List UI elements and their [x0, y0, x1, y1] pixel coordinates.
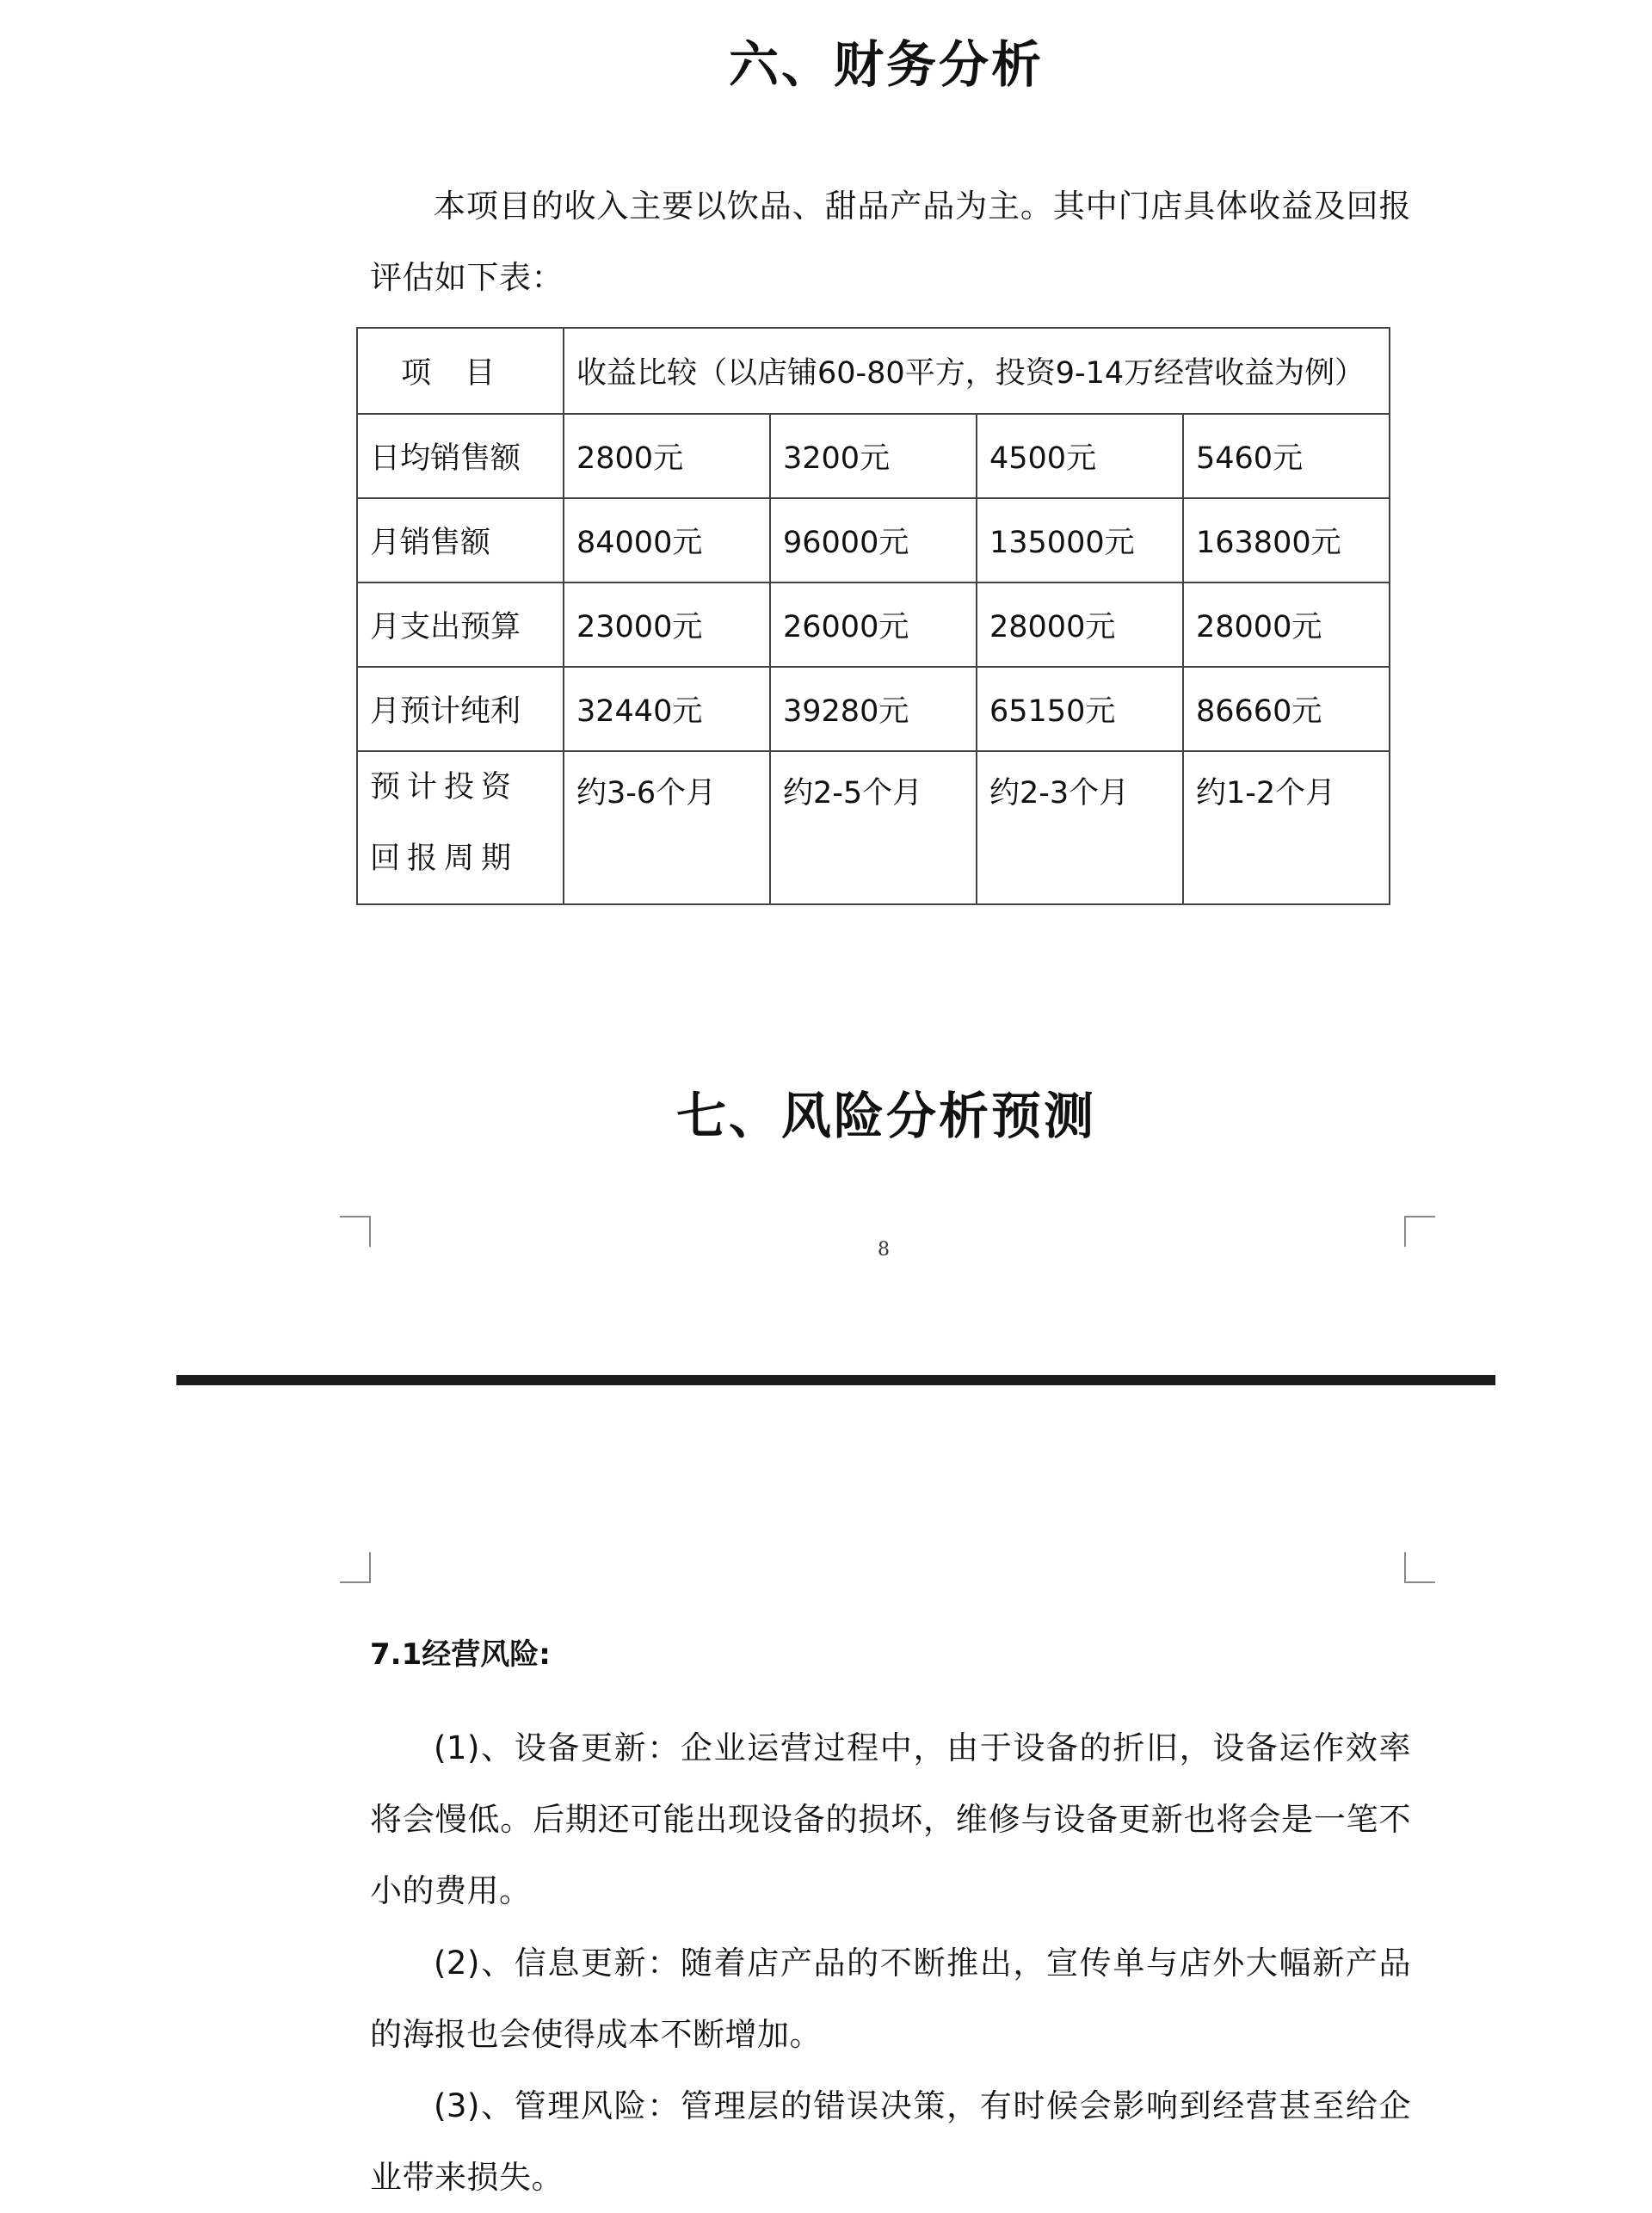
table-cell: 163800元 [1183, 498, 1390, 583]
page-number: 8 [878, 1239, 890, 1261]
risk-paragraph: (1)、设备更新：企业运营过程中，由于设备的折旧，设备运作效率将会慢低。后期还可能出现设备的损坏，维修与设备更新也将会是一笔不小的费用。 [370, 1729, 1411, 1909]
section-6-title: 六、财务分析 [728, 35, 1044, 94]
table-cell: 28000元 [977, 583, 1183, 667]
table-cell: 23000元 [564, 583, 770, 667]
table-cell: 约3-6个月 [564, 751, 770, 904]
row-label: 日均销售额 [357, 414, 564, 498]
row-label: 月预计纯利 [357, 667, 564, 751]
table-cell: 约2-5个月 [770, 751, 977, 904]
table-cell: 135000元 [977, 498, 1183, 583]
table-cell: 5460元 [1183, 414, 1390, 498]
risk-paragraph: (2)、信息更新：随着店产品的不断推出，宣传单与店外大幅新产品的海报也会使得成本不断增加。 [370, 1945, 1411, 2053]
table-cell: 96000元 [770, 498, 977, 583]
intro-paragraph: 本项目的收入主要以饮品、甜品产品为主。其中门店具体收益及回报评估如下表： [370, 188, 1411, 296]
table-row [357, 498, 1390, 583]
table-header-item: 项 目 [357, 328, 564, 414]
table-row [357, 583, 1390, 667]
table-header-row [357, 328, 1390, 414]
section-7-1-title: 7.1经营风险: [370, 1637, 551, 1672]
table-cell: 26000元 [770, 583, 977, 667]
table-cell: 65150元 [977, 667, 1183, 751]
risk-paragraph: (3)、管理风险：管理层的错误决策，有时候会影响到经营甚至给企业带来损失。 [370, 2087, 1411, 2196]
table-cell: 约2-3个月 [977, 751, 1183, 904]
page-separator [176, 1375, 1495, 1385]
table-cell: 约1-2个月 [1183, 751, 1390, 904]
table-cell: 39280元 [770, 667, 977, 751]
section-7-title: 七、风险分析预测 [675, 1087, 1096, 1145]
row-label: 月支出预算 [357, 583, 564, 667]
crop-mark [1404, 1216, 1435, 1247]
row-label-multiline [357, 751, 564, 904]
table-cell: 84000元 [564, 498, 770, 583]
table-cell: 2800元 [564, 414, 770, 498]
table-cell: 32440元 [564, 667, 770, 751]
table-header-caption: 收益比较（以店铺60-80平方，投资9-14万经营收益为例） [564, 328, 1390, 414]
crop-mark [1404, 1552, 1435, 1583]
crop-mark [340, 1216, 371, 1247]
table-cell: 4500元 [977, 414, 1183, 498]
table-cell: 28000元 [1183, 583, 1390, 667]
row-label: 预计投资回报周期 [370, 770, 519, 876]
crop-mark [340, 1552, 371, 1583]
table-row [357, 414, 1390, 498]
revenue-table [356, 327, 1390, 905]
table-cell: 86660元 [1183, 667, 1390, 751]
table-row [357, 667, 1390, 751]
row-label: 月销售额 [357, 498, 564, 583]
table-cell: 3200元 [770, 414, 977, 498]
table-row [357, 751, 1390, 904]
